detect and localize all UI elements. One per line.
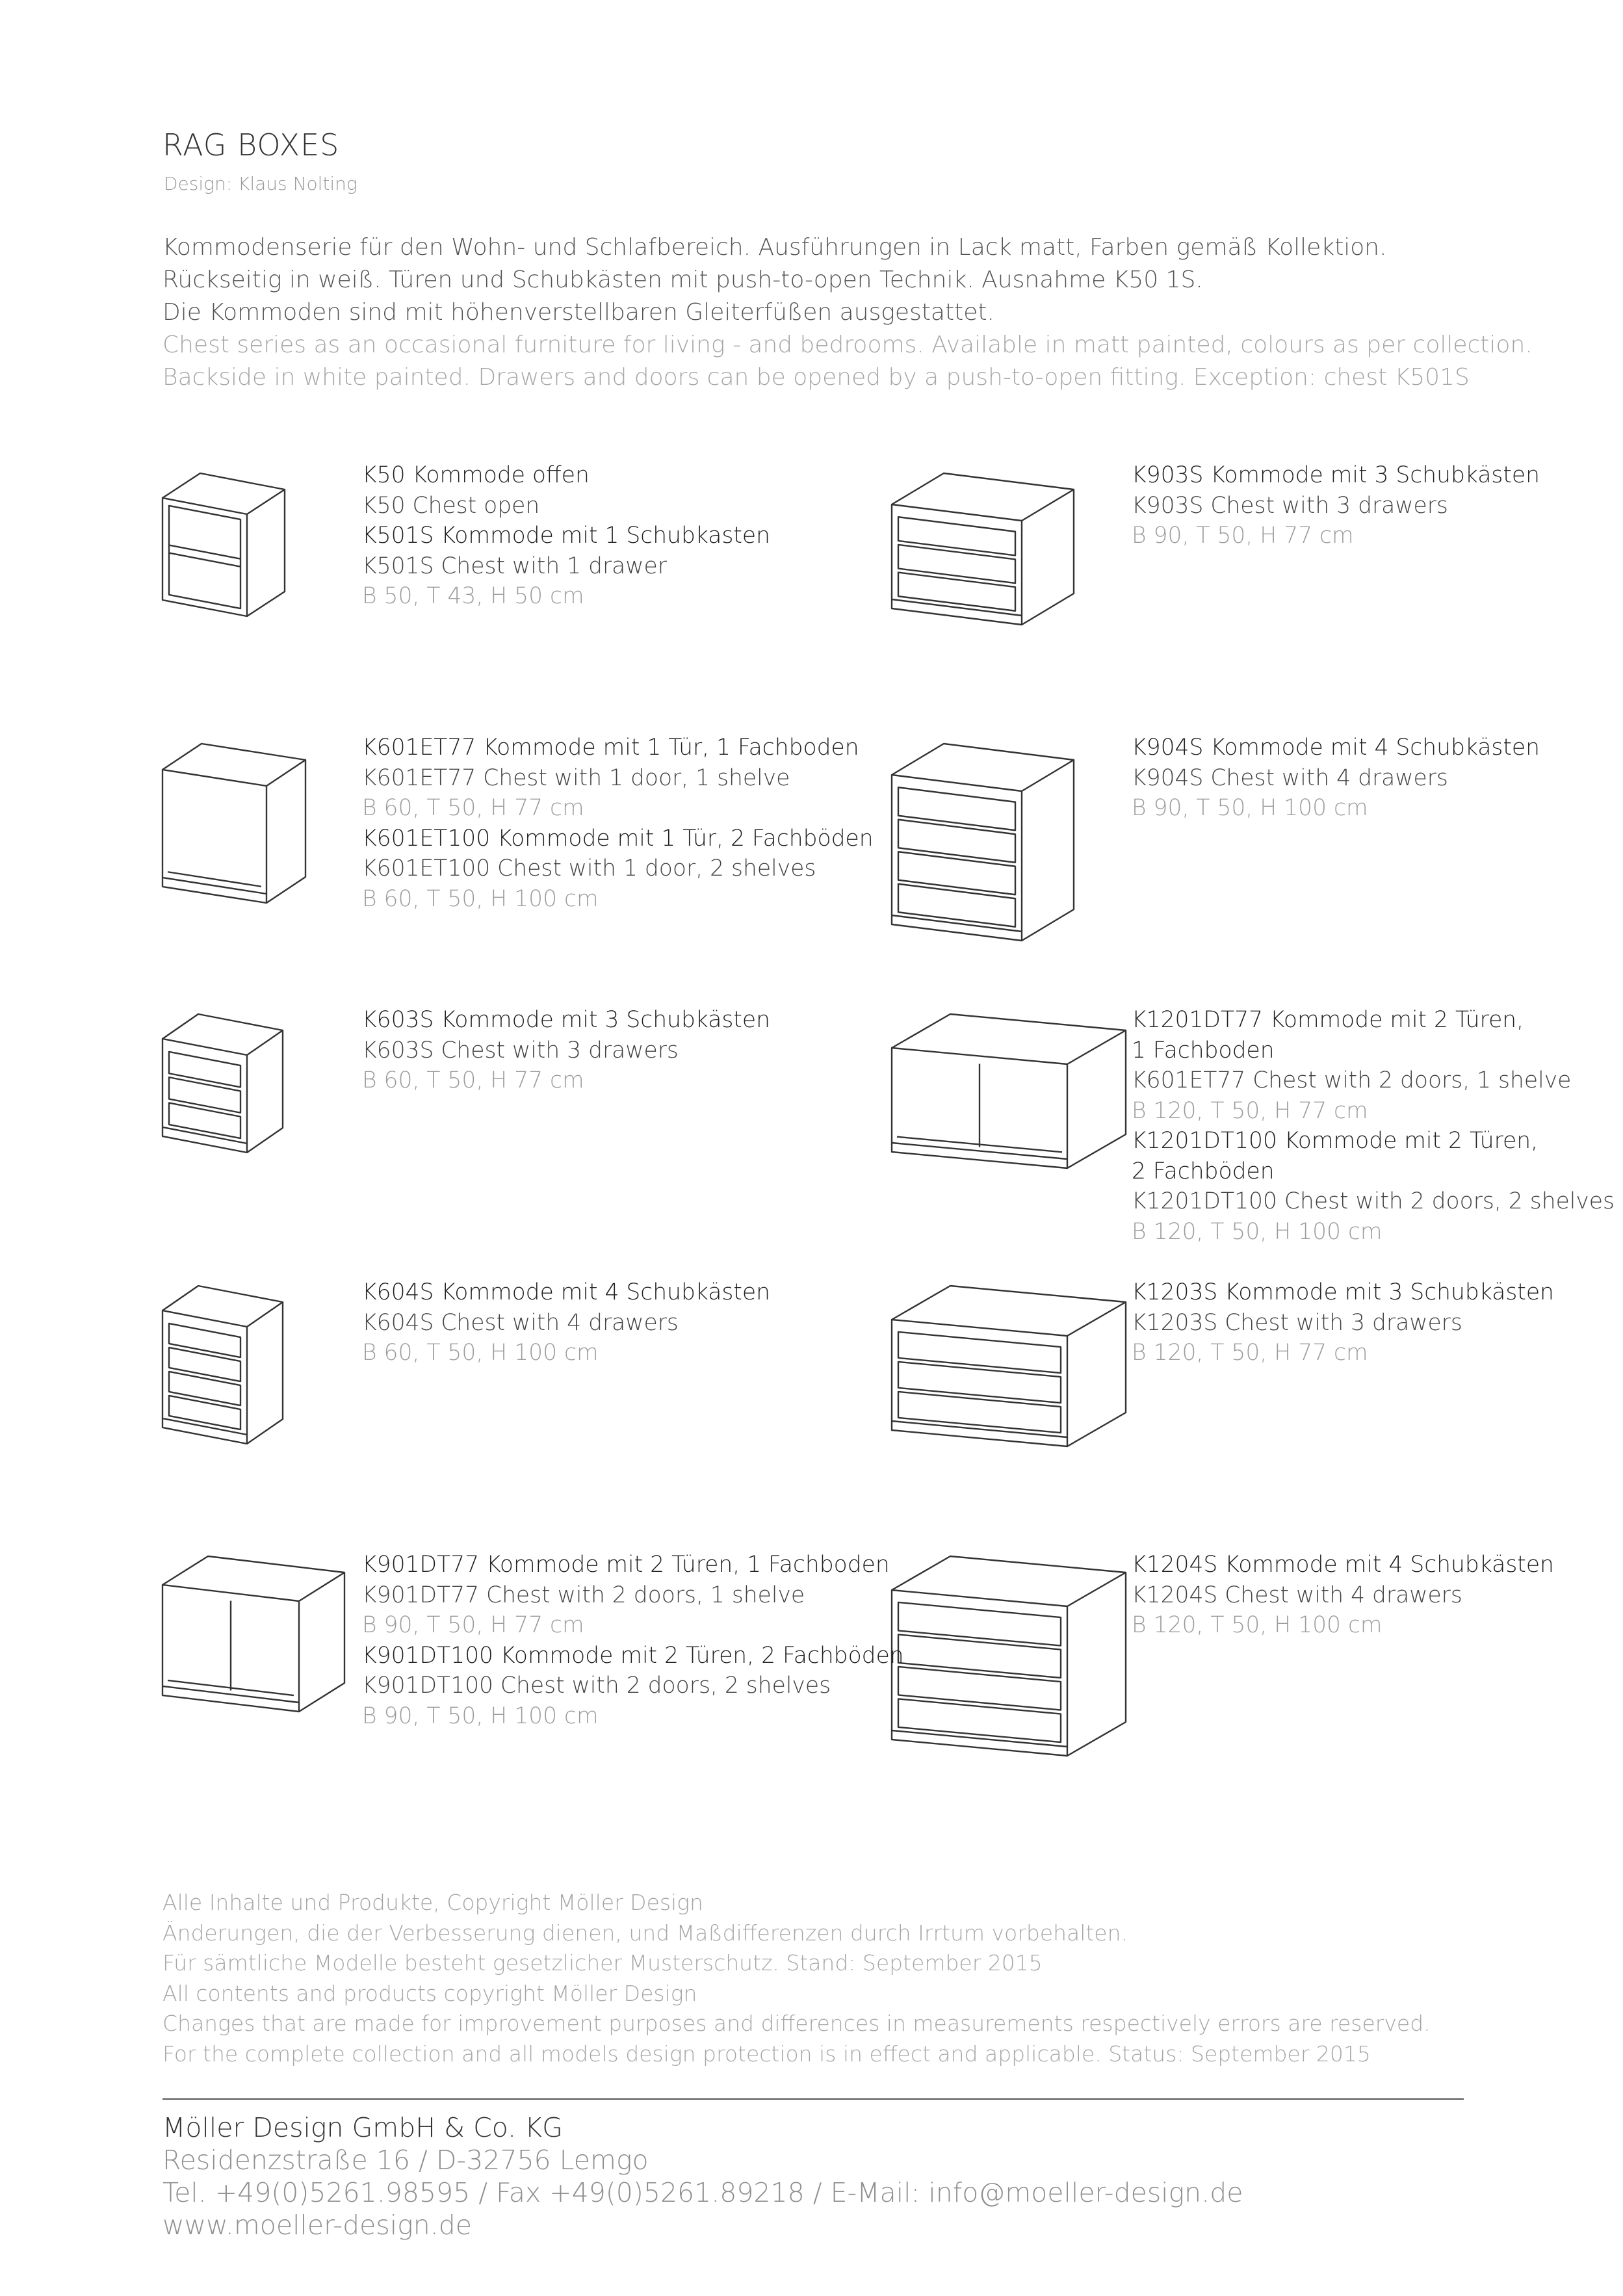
product-dimensions: B 120, T 50, H 100 cm [1132, 1218, 1383, 1245]
product-dimensions: B 90, T 50, H 77 cm [1132, 523, 1354, 549]
company-website: www.moeller-design.de [162, 2210, 473, 2241]
open-chest-drawing [162, 467, 291, 626]
product-name: K501S Chest with 1 drawer [362, 553, 667, 579]
product-name: K901DT100 Chest with 2 doors, 2 shelves [362, 1673, 831, 1699]
product-description [1132, 1277, 1554, 1368]
product-description [362, 1277, 770, 1368]
product-name: K1203S Kommode mit 3 Schubkästen [1132, 1279, 1554, 1305]
company-contact: Tel. +49(0)5261.98595 / Fax +49(0)5261.89218 / E-Mail: info@moeller-design.de [162, 2177, 1243, 2208]
footer-divider [162, 2098, 1464, 2100]
product-name: K604S Kommode mit 4 Schubkästen [362, 1279, 770, 1305]
intro-line-de: Die Kommoden sind mit höhenverstellbaren Gleiterfüßen ausgestattet. [162, 299, 994, 326]
product-dimensions: B 120, T 50, H 100 cm [1132, 1612, 1383, 1638]
product-name: K901DT77 Kommode mit 2 Türen, 1 Fachboden [362, 1552, 890, 1578]
product-name: K601ET100 Chest with 1 door, 2 shelves [362, 855, 816, 881]
product-name: K1203S Chest with 3 drawers [1132, 1309, 1462, 1336]
product-name: K1201DT77 Kommode mit 2 Türen, [1132, 1007, 1524, 1033]
chest-3-drawers-narrow-drawing [162, 1008, 289, 1162]
chest-4-drawers-narrow-drawing [162, 1279, 289, 1454]
intro-line-de: Kommodenserie für den Wohn- und Schlafbereich. Ausführungen in Lack matt, Farben gemäß Kollektion. [162, 234, 1387, 261]
product-name: 2 Fachböden [1132, 1158, 1275, 1184]
legal-line-en: Changes that are made for improvement purposes and differences in measurements respectively errors are reserved. [162, 2011, 1431, 2036]
intro-text [162, 231, 1533, 394]
legal-line-de: Änderungen, die der Verbesserung dienen, und Maßdifferenzen durch Irrtum vorbehalten. [162, 1920, 1128, 1946]
product-description [362, 460, 770, 612]
chest-4-drawers-wide-drawing [892, 737, 1080, 950]
product-dimensions: B 50, T 43, H 50 cm [362, 583, 584, 609]
product-dimensions: B 60, T 50, H 100 cm [362, 885, 599, 912]
product-description [362, 733, 874, 914]
product-name: K901DT77 Chest with 2 doors, 1 shelve [362, 1582, 805, 1608]
product-name: K604S Chest with 4 drawers [362, 1309, 679, 1336]
intro-line-de: Rückseitig in weiß. Türen und Schubkästen mit push-to-open Technik. Ausnahme K50 1S. [162, 267, 1203, 293]
product-name: K1201DT100 Kommode mit 2 Türen, [1132, 1128, 1539, 1154]
product-description [1132, 1005, 1615, 1247]
product-dimensions: B 90, T 50, H 100 cm [1132, 795, 1368, 821]
product-name: K903S Kommode mit 3 Schubkästen [1132, 462, 1540, 488]
product-description [1132, 460, 1540, 551]
chest-3-drawers-large-drawing [892, 1279, 1132, 1456]
product-name: K1201DT100 Chest with 2 doors, 2 shelves [1132, 1188, 1615, 1214]
product-dimensions: B 60, T 50, H 77 cm [362, 795, 584, 821]
chest-2-doors-medium-drawing [162, 1550, 351, 1721]
product-description [362, 1005, 770, 1096]
chest-3-drawers-wide-drawing [892, 467, 1080, 634]
product-name: K601ET77 Chest with 1 door, 1 shelve [362, 764, 790, 791]
product-name: K901DT100 Kommode mit 2 Türen, 2 Fachböden [362, 1642, 904, 1669]
product-name: K501S Kommode mit 1 Schubkasten [362, 523, 770, 549]
product-dimensions: B 90, T 50, H 100 cm [362, 1702, 599, 1729]
product-name: K603S Kommode mit 3 Schubkästen [362, 1007, 770, 1033]
company-info [162, 2111, 1243, 2241]
product-name: K601ET77 Chest with 2 doors, 1 shelve [1132, 1067, 1572, 1093]
product-dimensions: B 60, T 50, H 100 cm [362, 1340, 599, 1366]
product-dimensions: B 90, T 50, H 77 cm [362, 1612, 584, 1638]
product-name: K50 Kommode offen [362, 462, 590, 488]
product-name: K50 Chest open [362, 492, 540, 519]
chest-4-drawers-large-drawing [892, 1550, 1132, 1766]
intro-line-en: Chest series as an occasional furniture for living - and bedrooms. Available in matt painted, colours as per collection. [162, 332, 1533, 358]
product-name: K903S Chest with 3 drawers [1132, 492, 1448, 519]
page-title: RAG BOXES [162, 127, 340, 163]
product-description [1132, 1550, 1554, 1641]
product-description [1132, 733, 1540, 824]
product-name: K603S Chest with 3 drawers [362, 1037, 679, 1063]
intro-line-en: Backside in white painted. Drawers and doors can be opened by a push-to-open fitting. Exception: chest K501S [162, 364, 1470, 391]
legal-line-de: Für sämtliche Modelle besteht gesetzlicher Musterschutz. Stand: September 2015 [162, 1950, 1043, 1976]
legal-line-de: Alle Inhalte und Produkte, Copyright Möller Design [162, 1890, 703, 1915]
product-name: K904S Kommode mit 4 Schubkästen [1132, 735, 1540, 761]
product-name: K601ET77 Kommode mit 1 Tür, 1 Fachboden [362, 735, 859, 761]
product-name: K904S Chest with 4 drawers [1132, 764, 1448, 791]
company-address: Residenzstraße 16 / D-32756 Lemgo [162, 2145, 649, 2176]
product-name: K601ET100 Kommode mit 1 Tür, 2 Fachböden [362, 825, 874, 852]
chest-1-door-drawing [162, 737, 312, 913]
legal-line-en: All contents and products copyright Möller Design [162, 1980, 697, 2006]
product-dimensions: B 60, T 50, H 77 cm [362, 1067, 584, 1093]
legal-notice [162, 1888, 1431, 2069]
company-name: Möller Design GmbH & Co. KG [162, 2112, 563, 2143]
designer-credit: Design: Klaus Nolting [164, 173, 357, 194]
chest-2-doors-large-drawing [892, 1008, 1132, 1178]
product-dimensions: B 120, T 50, H 77 cm [1132, 1340, 1368, 1366]
product-name: 1 Fachboden [1132, 1037, 1275, 1063]
product-name: K1204S Chest with 4 drawers [1132, 1582, 1462, 1608]
legal-line-en: For the complete collection and all models design protection is in effect and applicable. Status: September 2015 [162, 2041, 1371, 2067]
product-name: K1204S Kommode mit 4 Schubkästen [1132, 1552, 1554, 1578]
product-dimensions: B 120, T 50, H 77 cm [1132, 1097, 1368, 1124]
product-description [362, 1550, 904, 1731]
